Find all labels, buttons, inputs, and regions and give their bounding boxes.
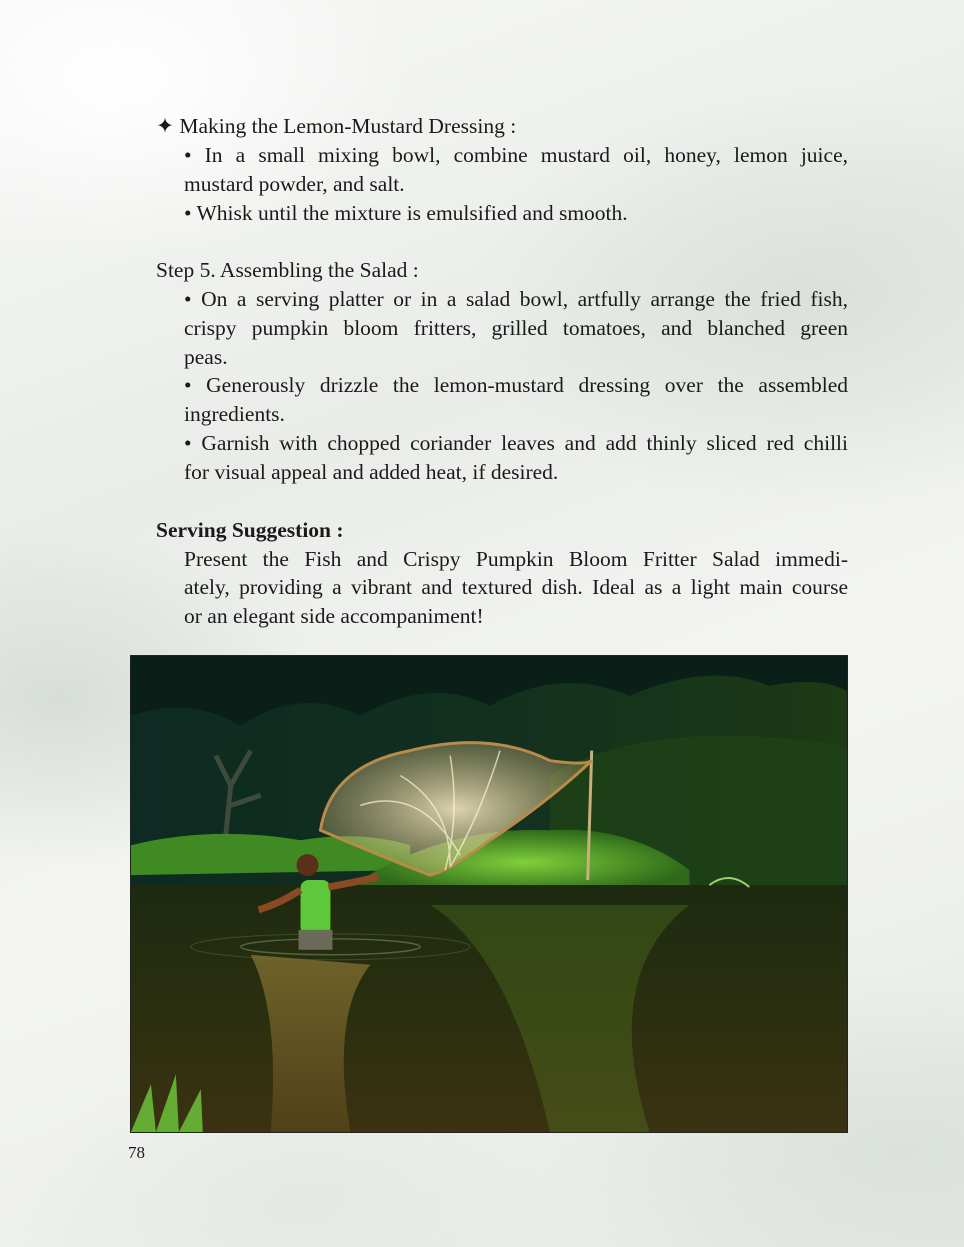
step5-line-4: • Generously drizzle the lemon-mustard dressing over the assembled xyxy=(184,373,848,397)
fisherman-net-illustration xyxy=(131,656,847,1132)
fisherman-photo xyxy=(130,655,848,1133)
serving-line-3: or an elegant side accompaniment! xyxy=(184,604,484,628)
step5-heading: Step 5. Assembling the Salad : xyxy=(156,258,419,282)
serving-line-2: ately, providing a vibrant and textured dish. Ideal as a light main course xyxy=(184,575,848,599)
step5-line-7: for visual appeal and added heat, if desired. xyxy=(184,460,559,484)
step5-line-5: ingredients. xyxy=(184,402,285,426)
page-number: 78 xyxy=(128,1143,145,1162)
dressing-line-1: • In a small mixing bowl, combine mustard oil, honey, lemon juice, xyxy=(184,143,848,167)
step5-line-6: • Garnish with chopped coriander leaves and add thinly sliced red chilli xyxy=(184,431,848,455)
step5-line-3: peas. xyxy=(184,345,228,369)
dressing-heading: ✦ Making the Lemon-Mustard Dressing : xyxy=(156,114,517,138)
serving-heading: Serving Suggestion : xyxy=(156,518,344,542)
dressing-line-2: mustard powder, and salt. xyxy=(184,172,405,196)
serving-line-1: Present the Fish and Crispy Pumpkin Bloom Fritter Salad immedi- xyxy=(184,547,848,571)
step5-line-1: • On a serving platter or in a salad bowl, artfully arrange the fried fish, xyxy=(184,287,848,311)
step5-line-2: crispy pumpkin bloom fritters, grilled tomatoes, and blanched green xyxy=(184,316,848,340)
dressing-line-3: • Whisk until the mixture is emulsified and smooth. xyxy=(184,201,628,225)
